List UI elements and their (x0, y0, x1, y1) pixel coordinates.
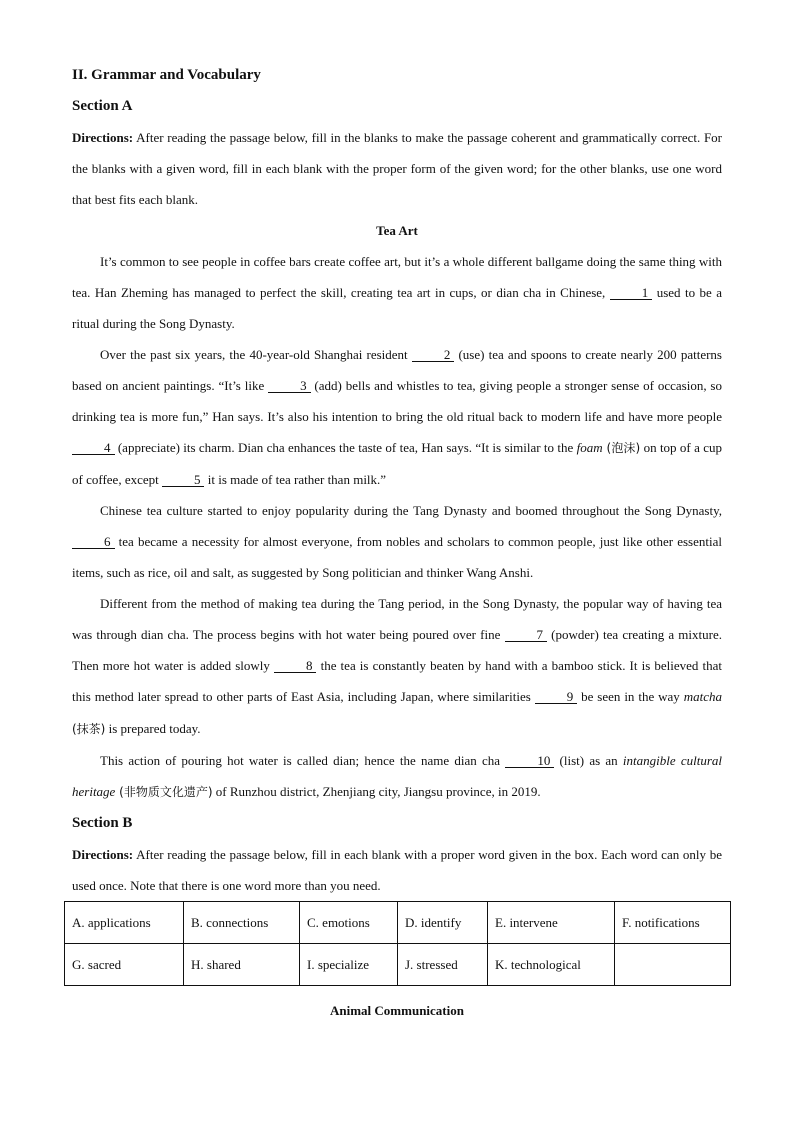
text-run: (list) as an (554, 753, 623, 768)
text-run: is prepared today. (105, 721, 201, 736)
italic-term: matcha (683, 689, 722, 704)
blank-7: 7 (505, 628, 548, 642)
text-run: It’s common to see people in coffee bars create coffee art, but it’s a whole different ballgame doing the same thing with tea. Han Zheming has managed to perfect the skill, creating tea art in cups, or dian cha in Chinese, (72, 254, 722, 300)
part-title: II. Grammar and Vocabulary (72, 67, 261, 83)
section-a-directions (72, 122, 722, 215)
text-run: This action of pouring hot water is called dian; hence the name dian cha (100, 753, 506, 768)
passage-title-tea-art: Tea Art (376, 223, 418, 238)
italic-term: intangible cultural heritage (72, 753, 723, 799)
word-box-cell: H. shared (184, 944, 300, 986)
text-run: the tea is constantly beaten by hand with a bamboo stick. It is believed that this method later spread to other parts of East Asia, including Japan, where similarities (72, 658, 722, 704)
text-run: used to be a ritual during the Song Dynasty. (72, 285, 723, 331)
section-a-title: Section A (72, 98, 133, 114)
word-box-row (65, 944, 731, 986)
directions-text: After reading the passage below, fill in each blank with a proper word given in the box. Each word can only be used once. Note that there is one word more than you need. (72, 847, 722, 893)
chinese-gloss: (非物质文化遗产) (115, 785, 213, 799)
blank-5: 5 (162, 473, 205, 487)
paragraph-3 (72, 495, 722, 588)
word-box-cell: J. stressed (398, 944, 488, 986)
text-run: (appreciate) its charm. Dian cha enhances the taste of tea, Han says. “It is similar to the (114, 440, 577, 455)
blank-10: 10 (505, 754, 554, 768)
directions-label: Directions: (72, 847, 134, 862)
word-box-cell: D. identify (398, 902, 488, 944)
word-box-cell: K. technological (488, 944, 615, 986)
text-run: Different from the method of making tea during the Tang period, in the Song Dynasty, the popular way of having tea was through dian cha. The process begins with hot water being poured over fine (72, 596, 722, 642)
text-run: it is made of tea rather than milk.” (204, 472, 387, 487)
paragraph-4 (72, 588, 722, 745)
directions-label: Directions: (72, 130, 134, 145)
word-box-cell: I. specialize (300, 944, 398, 986)
text-run: (use) tea and spoons to create nearly 200 patterns based on ancient paintings. “It’s like (72, 347, 722, 393)
word-box-cell: G. sacred (65, 944, 184, 986)
text-run: Over the past six years, the 40-year-old Shanghai resident (100, 347, 412, 362)
chinese-gloss: (抹茶) (72, 722, 106, 736)
blank-2: 2 (412, 348, 455, 362)
text-run: on top of a cup of coffee, except (72, 440, 722, 487)
blank-3: 3 (268, 379, 311, 393)
text-run: (add) bells and whistles to tea, giving people a stronger sense of occasion, so drinking tea is more fun,” Han says. It’s also his intention to bring the old ritual back to modern life and have more people (72, 378, 722, 424)
word-box-cell: E. intervene (488, 902, 615, 944)
text-run: be seen in the way (577, 689, 684, 704)
word-box-cell: A. applications (65, 902, 184, 944)
paragraph-1 (72, 246, 722, 339)
section-b-directions (72, 839, 722, 901)
text-run: of Runzhou district, Zhenjiang city, Jiangsu province, in 2019. (212, 784, 541, 799)
chinese-gloss: (泡沫) (602, 441, 641, 455)
paragraph-5 (72, 745, 722, 808)
word-box-row (65, 902, 731, 944)
passage-title-animal-communication: Animal Communication (330, 1003, 464, 1018)
blank-6: 6 (72, 535, 115, 549)
word-box-cell (615, 944, 731, 986)
blank-4: 4 (72, 441, 115, 455)
word-box-cell: B. connections (184, 902, 300, 944)
blank-9: 9 (535, 690, 578, 704)
word-box-cell: F. notifications (615, 902, 731, 944)
word-box-table (64, 901, 731, 986)
directions-text: After reading the passage below, fill in the blanks to make the passage coherent and grammatically correct. For the blanks with a given word, fill in each blank with the proper form of the given word; for the other blanks, use one word that best fits each blank. (72, 130, 722, 207)
text-run: Chinese tea culture started to enjoy popularity during the Tang Dynasty and boomed throughout the Song Dynasty, (100, 503, 722, 518)
italic-term: foam (576, 440, 603, 455)
blank-1: 1 (610, 286, 653, 300)
word-box-cell: C. emotions (300, 902, 398, 944)
text-run: (powder) tea creating a mixture. Then more hot water is added slowly (72, 627, 722, 673)
paragraph-2 (72, 339, 722, 495)
text-run: tea became a necessity for almost everyone, from nobles and scholars to common people, just like other essential items, such as rice, oil and salt, as suggested by Song politician and thinker Wang Anshi. (72, 534, 722, 580)
document-page (72, 60, 722, 1027)
section-b-title: Section B (72, 815, 133, 831)
blank-8: 8 (274, 659, 317, 673)
